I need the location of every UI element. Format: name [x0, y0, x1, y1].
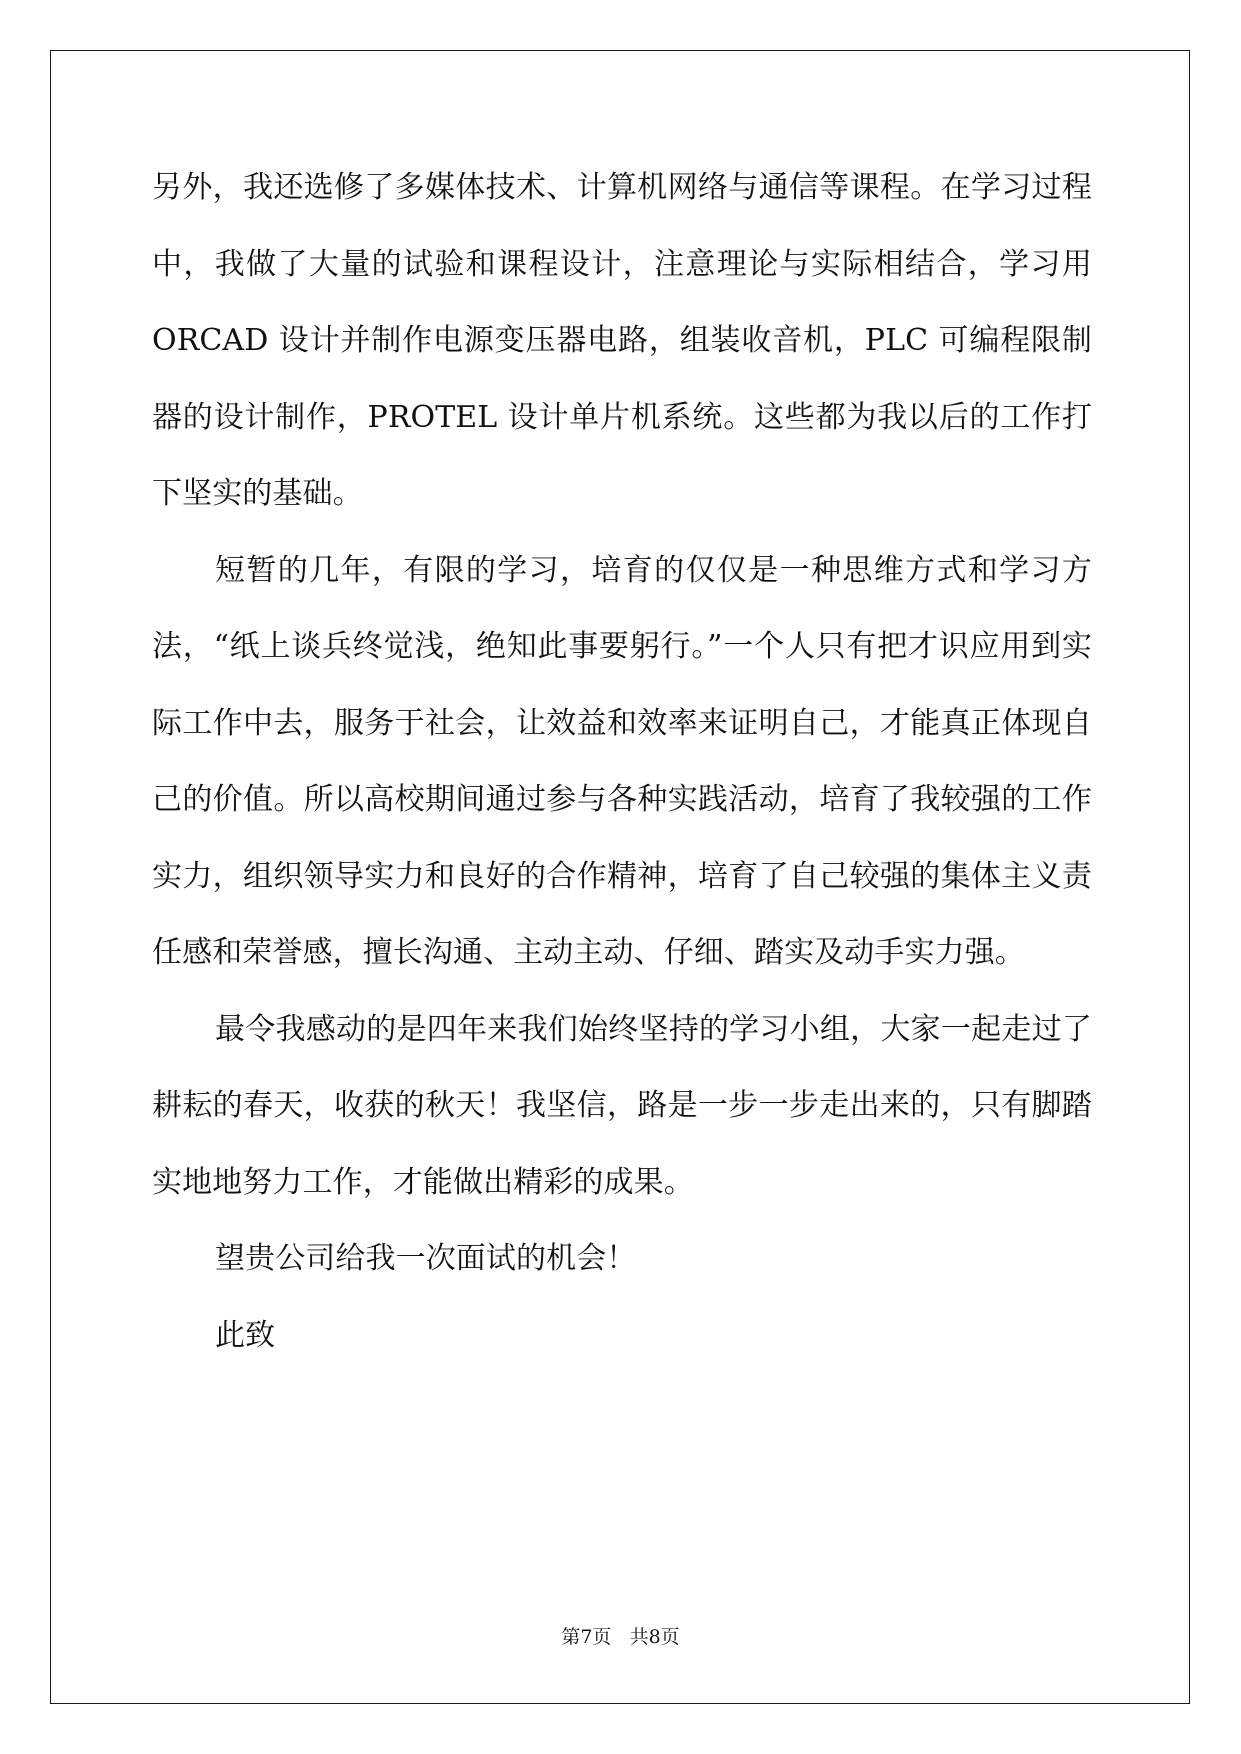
paragraph-5: 此致 [215, 1317, 276, 1353]
total-prefix: 共 [629, 1626, 649, 1648]
page-prefix: 第 [561, 1626, 581, 1648]
paragraph-1: 另外，我还选修了多媒体技术、计算机网络与通信等课程。在学习过程中，我做了大量的试验和课程设计，注意理论与实际相结合，学习用 ORCAD 设计并制作电源变压器电路，组装收音机，PLC 可编程限制器的设计制作，PROTEL 设计单片机系统。这些都为我以后的工作打下坚实的基础。 [152, 170, 1092, 511]
page-suffix: 页 [592, 1626, 612, 1648]
paragraph-2: 短暂的几年，有限的学习，培育的仅仅是一种思维方式和学习方法，“纸上谈兵终觉浅，绝知此事要躬行。”一个人只有把才识应用到实际工作中去，服务于社会，让效益和效率来证明自己，才能真正体现自己的价值。所以高校期间通过参与各种实践活动，培育了我较强的工作实力，组织领导实力和良好的合作精神，培育了自己较强的集体主义责任感和荣誉感，擅长沟通、主动主动、仔细、踏实及动手实力强。 [152, 552, 1092, 970]
paragraph-4: 望贵公司给我一次面试的机会！ [215, 1241, 637, 1276]
total-suffix: 页 [660, 1626, 680, 1648]
page-number-footer [0, 1622, 1241, 1649]
current-page-number: 7 [580, 1626, 593, 1648]
paragraph-3: 最令我感动的是四年来我们始终坚持的学习小组，大家一起走过了耕耘的春天，收获的秋天！我坚信，路是一步一步走出来的，只有脚踏实地地努力工作，才能做出精彩的成果。 [152, 1011, 1092, 1200]
total-page-number: 8 [648, 1626, 661, 1648]
letter-body [152, 150, 1092, 1374]
